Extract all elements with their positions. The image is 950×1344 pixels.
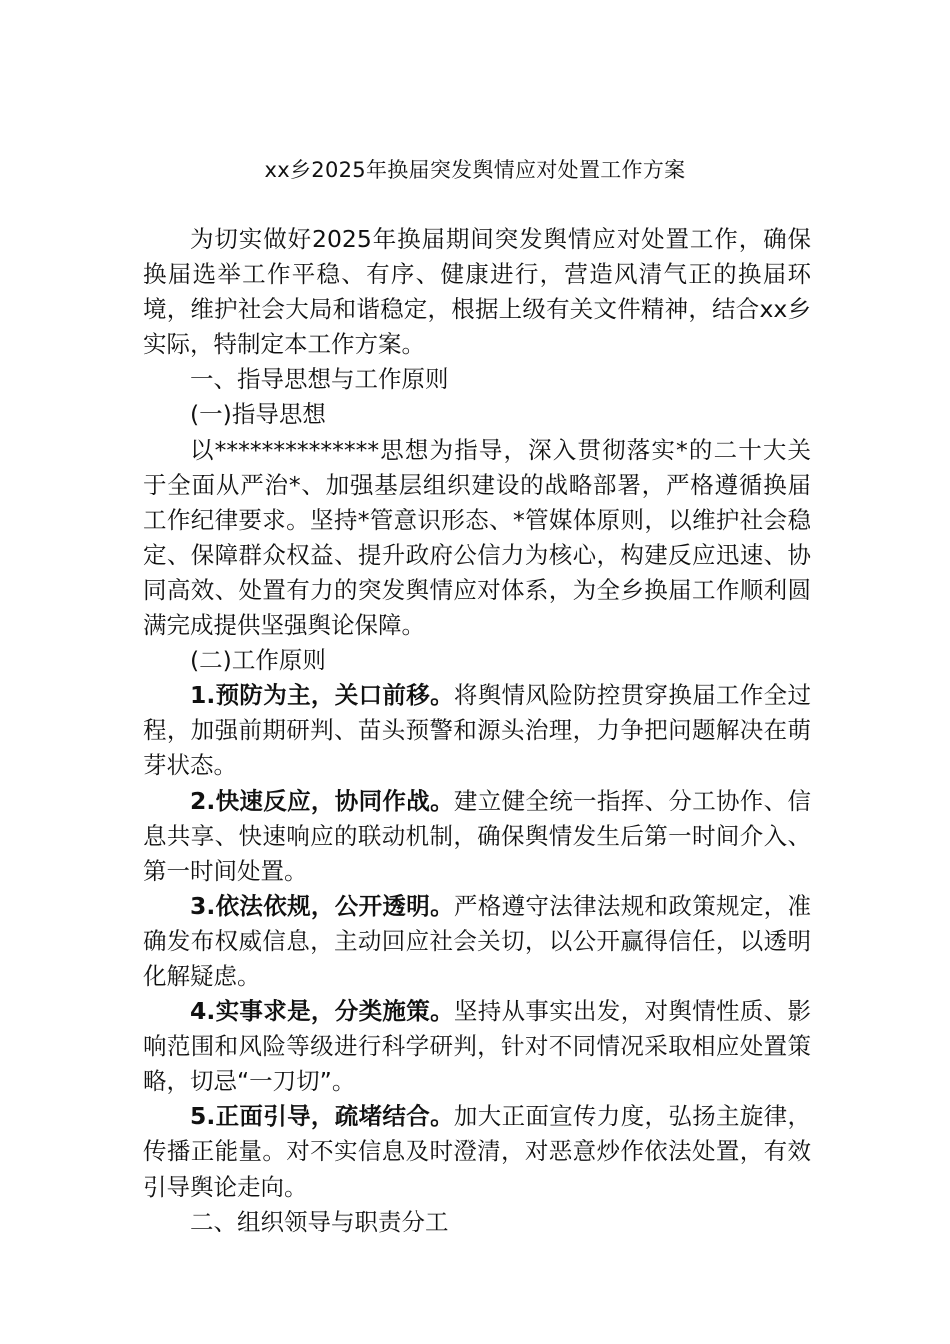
principle-item-4	[143, 994, 811, 1099]
paragraph-text: 一、指导思想与工作原则	[190, 365, 449, 394]
principle-item-5	[143, 1099, 811, 1204]
principle-item-1	[143, 678, 811, 783]
paragraph-text: 二、组织领导与职责分工	[190, 1207, 449, 1236]
paragraph-text: 坚持从事实出发，对舆情性质、影响范围和风险等级进行科学研判，针对不同情况采取相应处置策略，切忌“一刀切”。	[143, 997, 812, 1096]
principle-lead: 5.正面引导，疏堵结合。	[190, 1102, 454, 1131]
principle-lead: 1.预防为主，关口前移。	[190, 681, 454, 710]
paragraph-text: 将舆情风险防控贯穿换届工作全过程，加强前期研判、苗头预警和源头治理，力争把问题解决在萌芽状态。	[143, 681, 812, 780]
subsection-heading-principles	[143, 643, 811, 678]
paragraph-text: 严格遵守法律法规和政策规定，准确发布权威信息，主动回应社会关切，以公开赢得信任，以透明化解疑虑。	[143, 891, 812, 990]
section-heading-2	[143, 1205, 811, 1240]
paragraph-text: 加大正面宣传力度，弘扬主旋律，传播正能量。对不实信息及时澄清，对恶意炒作依法处置，有效引导舆论走向。	[143, 1102, 812, 1201]
principle-lead: 2.快速反应，协同作战。	[190, 786, 454, 815]
subsection-heading-guiding-thought	[143, 397, 811, 432]
principle-lead: 4.实事求是，分类施策。	[190, 997, 454, 1026]
section-heading-1	[143, 362, 811, 397]
document-title: xx乡2025年换届突发舆情应对处置工作方案	[264, 158, 686, 182]
principle-item-3	[143, 889, 811, 994]
principle-item-2	[143, 784, 811, 889]
paragraph-text: 为切实做好2025年换届期间突发舆情应对处置工作，确保换届选举工作平稳、有序、健康进行，营造风清气正的换届环境，维护社会大局和谐稳定，根据上级有关文件精神，结合xx乡实际，特制定本工作方案。	[143, 225, 811, 359]
principle-lead: 3.依法依规，公开透明。	[190, 891, 454, 920]
paragraph-text: 建立健全统一指挥、分工协作、信息共享、快速响应的联动机制，确保舆情发生后第一时间介入、第一时间处置。	[143, 786, 812, 885]
guiding-thought-paragraph	[143, 433, 811, 644]
paragraph-text: (一)指导思想	[190, 400, 326, 429]
paragraph-text: 以**************思想为指导，深入贯彻落实*的二十大关于全面从严治*、加强基层组织建设的战略部署，严格遵循换届工作纪律要求。坚持*管意识形态、*管媒体原则，以维护社会稳定、保障群众权益、提升政府公信力为核心，构建反应迅速、协同高效、处置有力的突发舆情应对体系，为全乡换届工作顺利圆满完成提供坚强舆论保障。	[143, 435, 811, 640]
intro-paragraph	[143, 222, 811, 362]
paragraph-text: (二)工作原则	[190, 646, 326, 675]
document-body	[143, 222, 811, 1240]
